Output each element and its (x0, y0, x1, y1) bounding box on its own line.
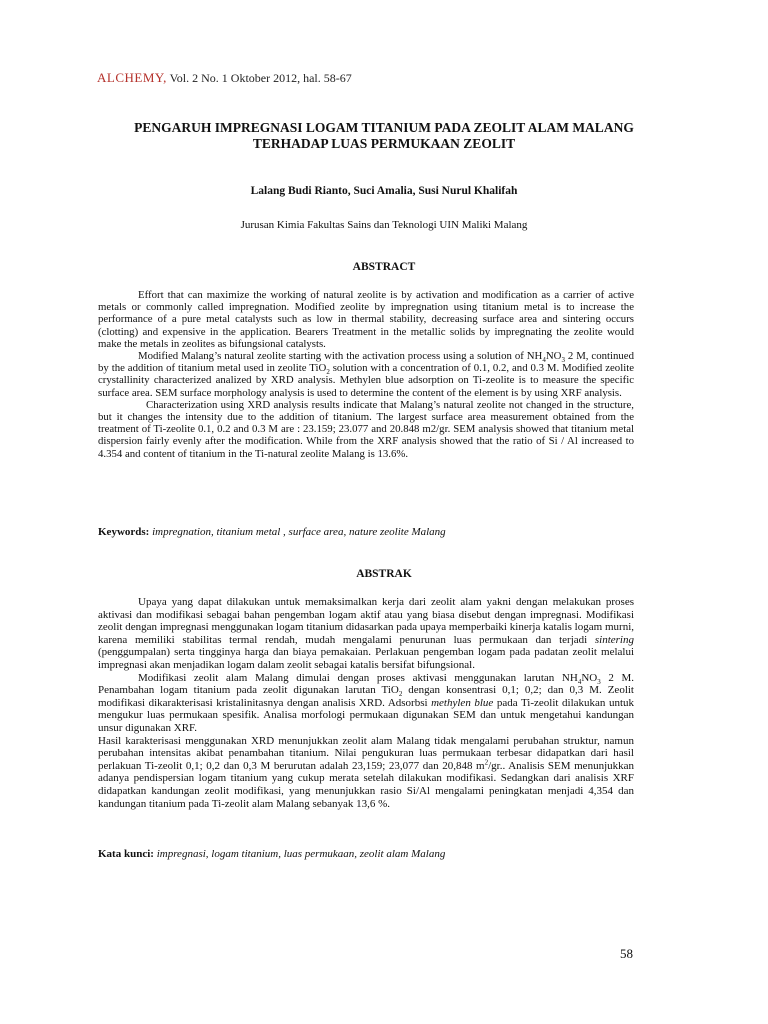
kata-kunci-label: Kata kunci: (98, 848, 154, 860)
page-number: 58 (620, 946, 633, 961)
kata-kunci-text: impregnasi, logam titanium, luas permukaan, zeolit alam Malang (156, 848, 446, 860)
running-header (97, 70, 352, 86)
kata-kunci-line (98, 848, 634, 860)
title-line-1: PENGARUH IMPREGNASI LOGAM TITANIUM PADA ZEOLIT ALAM MALANG (134, 120, 634, 135)
abstract-paragraph-2: Modified Malang’s natural zeolite starting with the activation process using a solution of $NH_4NO_3$ 2 M, continued by the addition of titanium metal used in zeolite TiO$_2$ solution with a concentration of 0.1, 0.2, and 0.3 M. Modified zeolite crystallinity characterized analized by XRD analysis. Methylen blue adsorption on Ti-zeolite is to measure the specific surface area. SEM surface morphology analysis is used to determine the content of the element is by using XRF analysis. (98, 350, 634, 399)
keywords-text: impregnation, titanium metal , surface area, nature zeolite Malang (152, 526, 446, 538)
journal-name: ALCHEMY, (97, 70, 167, 85)
abstrak-body (98, 596, 634, 810)
author-affiliation: Jurusan Kimia Fakultas Sains dan Teknologi UIN Maliki Malang (240, 219, 528, 231)
abstract-paragraph-1: Effort that can maximize the working of natural zeolite is by activation and modification as a carrier of active metals or commonly called impregnation. Modified zeolite by impregnation using titanium metal is to increase the performance of a pure metal catalysts such as low in thermal stability, decreasing surface area and sintering occurs (clotting) and expensive in the application. Bearers Treatment in the metallic solids by impregnating the zeolite would make the metals in zeolites as bifungsional catalysts. (98, 289, 634, 350)
keywords-line (98, 526, 634, 538)
abstrak-paragraph-3: Hasil karakterisasi menggunakan XRD menunjukkan zeolit alam Malang tidak mengalami perubahan struktur, namun perubahan intensitas akibat penambahan titanium. Nilai pengukuran luas permukaan terbesar didapatkan dari hasil perlakuan Ti-zeolit 0,1; 0,2 dan 0,3 M berurutan adalah 23,159; 23,077 dan 20,848 $m^2/gr$.. Analisis SEM menunjukkan adanya pendispersian logam titanium yang cukup merata setelah dilakukan modifikasi. Sedangkan dari analisis XRF didapatkan kandungan zeolit modifikasi, yang menunjukkan rasio Si/Al mengalami peningkatan menjadi 4,354 dan kandungan titanium pada Ti-zeolit alam Malang sebanyak 13,6 %. (98, 734, 635, 810)
abstrak-paragraph-1: Upaya yang dapat dilakukan untuk memaksimalkan kerja dari zeolit alam yakni dengan melakukan proses aktivasi dan modifikasi sebagai bahan pengemban logam aktif atau yang biasa disebut dengan impregnasi. Modifikasi zeolit dengan impregnasi menggunakan logam titanium didasarkan pada upaya memperbaiki kinerja katalis logam murni, karena memiliki stabilitas termal rendah, mudah mengalami penurunan luas permukaan dan terjadi sintering (penggumpalan) serta tingginya harga dan biaya pemakaian. Perlakuan pengemban logam pada padatan zeolit melalui impregnasi akan menjadikan logam dalam zeolit sebagai katalis bersifat bifungsional. (98, 596, 634, 671)
abstrak-heading: ABSTRAK (356, 568, 412, 580)
abstract-paragraph-3: Characterization using XRD analysis results indicate that Malang’s natural zeolite not changed in the structure, but it changes the intensity due to the addition of titanium. The largest surface area measurement obtained from the treatment of Ti-zeolite 0.1, 0.2 and 0.3 M are : 23.159; 23.077 and 20.848 m2/gr. SEM analysis showed that titanium metal dispersion fairly evenly after the modification. While from the XRF analysis showed that the ratio of Si / Al increased to 4.354 and content of titanium in the Ti-natural zeolite Malang is 13.6%. (98, 398, 634, 460)
title-line-2: TERHADAP LUAS PERMUKAAN ZEOLIT (252, 136, 516, 151)
abstrak-paragraph-2: Modifikasi zeolit alam Malang dimulai dengan proses aktivasi menggunakan larutan $NH_4NO_3$ 2 M. Penambahan logam titanium pada zeolit digunakan larutan TiO$_2$ dengan konsentrasi 0,1; 0,2; dan 0,3 M. Zeolit modifikasi dikarakterisasi kristalinitasnya dengan analisis XRD. Adsorbsi methylen blue pada Ti-zeolit dilakukan untuk mengukur luas permukaan spesifik. Analisa morfologi permukaan digunakan SEM dan untuk mengetahui kandungan unsur digunakan XRF. (98, 671, 634, 734)
author-list: Lalang Budi Rianto, Suci Amalia, Susi Nurul Khalifah (250, 185, 518, 197)
abstract-heading: ABSTRACT (352, 261, 416, 273)
journal-citation: Vol. 2 No. 1 Oktober 2012, hal. 58-67 (169, 71, 352, 85)
abstract-body (98, 289, 634, 460)
keywords-label: Keywords: (98, 526, 150, 538)
paper-title (90, 120, 678, 152)
